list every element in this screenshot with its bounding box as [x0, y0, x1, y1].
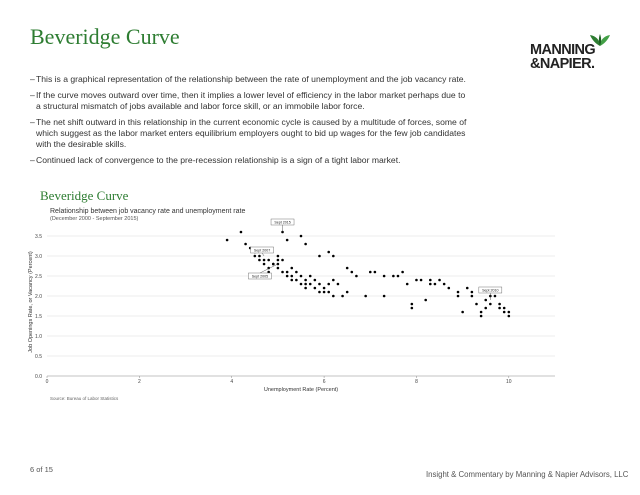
- data-point: [332, 279, 335, 282]
- data-point: [332, 255, 335, 258]
- chart-source: Source: Bureau of Labor Statistics: [50, 396, 119, 401]
- data-point: [480, 311, 483, 314]
- data-point: [277, 255, 280, 258]
- data-point: [392, 275, 395, 278]
- data-point: [508, 311, 511, 314]
- chart-date-range: (December 2000 - September 2015): [50, 216, 139, 222]
- data-point: [309, 283, 312, 286]
- data-point: [327, 283, 330, 286]
- annotation-label: Sept 2010: [482, 288, 499, 293]
- page-title: Beveridge Curve: [30, 24, 180, 49]
- x-tick-label: 4: [230, 379, 234, 385]
- data-point: [434, 283, 437, 286]
- x-tick-label: 2: [137, 379, 141, 385]
- data-point: [300, 235, 303, 238]
- data-point: [286, 239, 289, 242]
- data-point: [286, 271, 289, 274]
- data-point: [411, 303, 414, 306]
- data-point: [346, 267, 349, 270]
- data-point: [457, 295, 460, 298]
- data-point: [314, 287, 317, 290]
- data-point: [240, 231, 243, 234]
- x-axis-label: Unemployment Rate (Percent): [263, 387, 339, 393]
- bullet-text: The net shift outward in this relationship in the current economic cycle is caused by a multitude of forces, some of which suggest as the labor market enters equilibrium employers ought to bid up wages for the few job candidates with the desirable skills.: [36, 117, 467, 149]
- y-tick-label: 0.0: [35, 373, 42, 380]
- data-point: [290, 275, 293, 278]
- bullet-dash: –: [30, 155, 35, 165]
- data-point: [304, 283, 307, 286]
- data-point: [484, 299, 487, 302]
- data-point: [503, 311, 506, 314]
- data-point: [471, 291, 474, 294]
- y-tick-label: 3.5: [35, 233, 42, 240]
- data-point: [323, 287, 326, 290]
- y-tick-label: 2.0: [35, 293, 42, 300]
- data-point: [277, 259, 280, 262]
- data-point: [295, 271, 298, 274]
- x-tick-label: 6: [322, 379, 326, 385]
- data-point: [244, 243, 247, 246]
- data-point: [290, 279, 293, 282]
- data-point: [267, 259, 270, 262]
- bullet-dash: –: [30, 74, 35, 84]
- data-point: [263, 259, 266, 262]
- data-point: [447, 287, 450, 290]
- x-tick-label: 10: [506, 379, 512, 385]
- y-tick-label: 2.5: [35, 273, 42, 280]
- data-point: [332, 295, 335, 298]
- x-tick-label: 8: [415, 379, 418, 385]
- annotation-label: Sept 2005: [251, 274, 269, 279]
- data-point: [397, 275, 400, 278]
- data-point: [254, 255, 257, 258]
- data-point: [318, 255, 321, 258]
- data-point: [415, 279, 418, 282]
- data-point: [475, 303, 478, 306]
- data-point: [304, 279, 307, 282]
- data-point: [304, 287, 307, 290]
- data-point: [286, 275, 289, 278]
- data-point: [327, 291, 330, 294]
- data-point: [295, 279, 298, 282]
- data-point: [438, 279, 441, 282]
- chart-title: Beveridge Curve: [40, 188, 129, 203]
- data-point: [471, 295, 474, 298]
- y-axis-label: Job Openings Rate, or Vacancy (Percent): [28, 251, 34, 353]
- annotation-label: Sept 2007: [253, 248, 271, 253]
- bullet-text: If the curve moves outward over time, then it implies a lower level of efficiency in the labor market perhaps due to a structural mismatch of jobs available and labor force skill, or an immobile labor force.: [36, 90, 466, 111]
- data-point: [258, 255, 261, 258]
- chart-subtitle: Relationship between job vacancy rate and unemployment rate: [50, 208, 246, 215]
- logo-text-line2: &NAPIER.: [530, 56, 595, 72]
- bullet-text: This is a graphical representation of the relationship between the rate of unemployment and the job vacancy rate.: [36, 74, 466, 84]
- annotation-leader: [262, 253, 264, 256]
- data-point: [401, 271, 404, 274]
- data-point: [508, 315, 511, 318]
- bullet-dash: –: [30, 90, 35, 100]
- data-point: [498, 303, 501, 306]
- x-tick-label: 0: [45, 379, 49, 385]
- data-point: [461, 311, 464, 314]
- data-point: [281, 271, 284, 274]
- y-tick-label: 3.0: [35, 253, 42, 260]
- data-point: [383, 295, 386, 298]
- data-point: [226, 239, 229, 242]
- data-point: [300, 283, 303, 286]
- bullet-text: Continued lack of convergence to the pre-recession relationship is a sign of a tight labor market.: [36, 155, 401, 165]
- page-number: 6 of 15: [30, 465, 53, 474]
- data-point: [300, 275, 303, 278]
- data-point: [346, 291, 349, 294]
- data-point: [318, 283, 321, 286]
- data-point: [374, 271, 377, 274]
- y-tick-label: 1.0: [35, 333, 42, 340]
- data-point: [406, 283, 409, 286]
- data-point: [369, 271, 372, 274]
- data-point: [318, 291, 321, 294]
- data-point: [364, 295, 367, 298]
- annotation-label: Sept 2015: [274, 220, 291, 225]
- data-point: [494, 295, 497, 298]
- data-point: [337, 283, 340, 286]
- data-point: [503, 307, 506, 310]
- data-point: [355, 275, 358, 278]
- data-point: [411, 307, 414, 310]
- data-point: [429, 279, 432, 282]
- data-point: [277, 267, 280, 270]
- bullet-dash: –: [30, 117, 35, 127]
- data-point: [351, 271, 354, 274]
- data-point: [424, 299, 427, 302]
- data-point: [341, 295, 344, 298]
- footer-credit: Insight & Commentary by Manning & Napier Advisors, LLC: [426, 470, 629, 479]
- data-point: [489, 303, 492, 306]
- data-point: [466, 287, 469, 290]
- data-point: [277, 263, 280, 266]
- data-point: [443, 283, 446, 286]
- data-point: [457, 291, 460, 294]
- data-point: [309, 275, 312, 278]
- data-point: [323, 291, 326, 294]
- logo-text-line1: MANNING: [530, 42, 596, 58]
- data-point: [484, 307, 487, 310]
- data-point: [272, 263, 275, 266]
- data-point: [263, 263, 266, 266]
- data-point: [304, 243, 307, 246]
- data-point: [327, 251, 330, 254]
- data-point: [290, 267, 293, 270]
- data-point: [480, 315, 483, 318]
- data-point: [383, 275, 386, 278]
- data-point: [498, 307, 501, 310]
- data-point: [258, 259, 261, 262]
- data-point: [420, 279, 423, 282]
- y-tick-label: 0.5: [35, 353, 42, 360]
- y-tick-label: 1.5: [35, 313, 42, 320]
- data-point: [429, 283, 432, 286]
- data-point: [314, 279, 317, 282]
- data-point: [281, 259, 284, 262]
